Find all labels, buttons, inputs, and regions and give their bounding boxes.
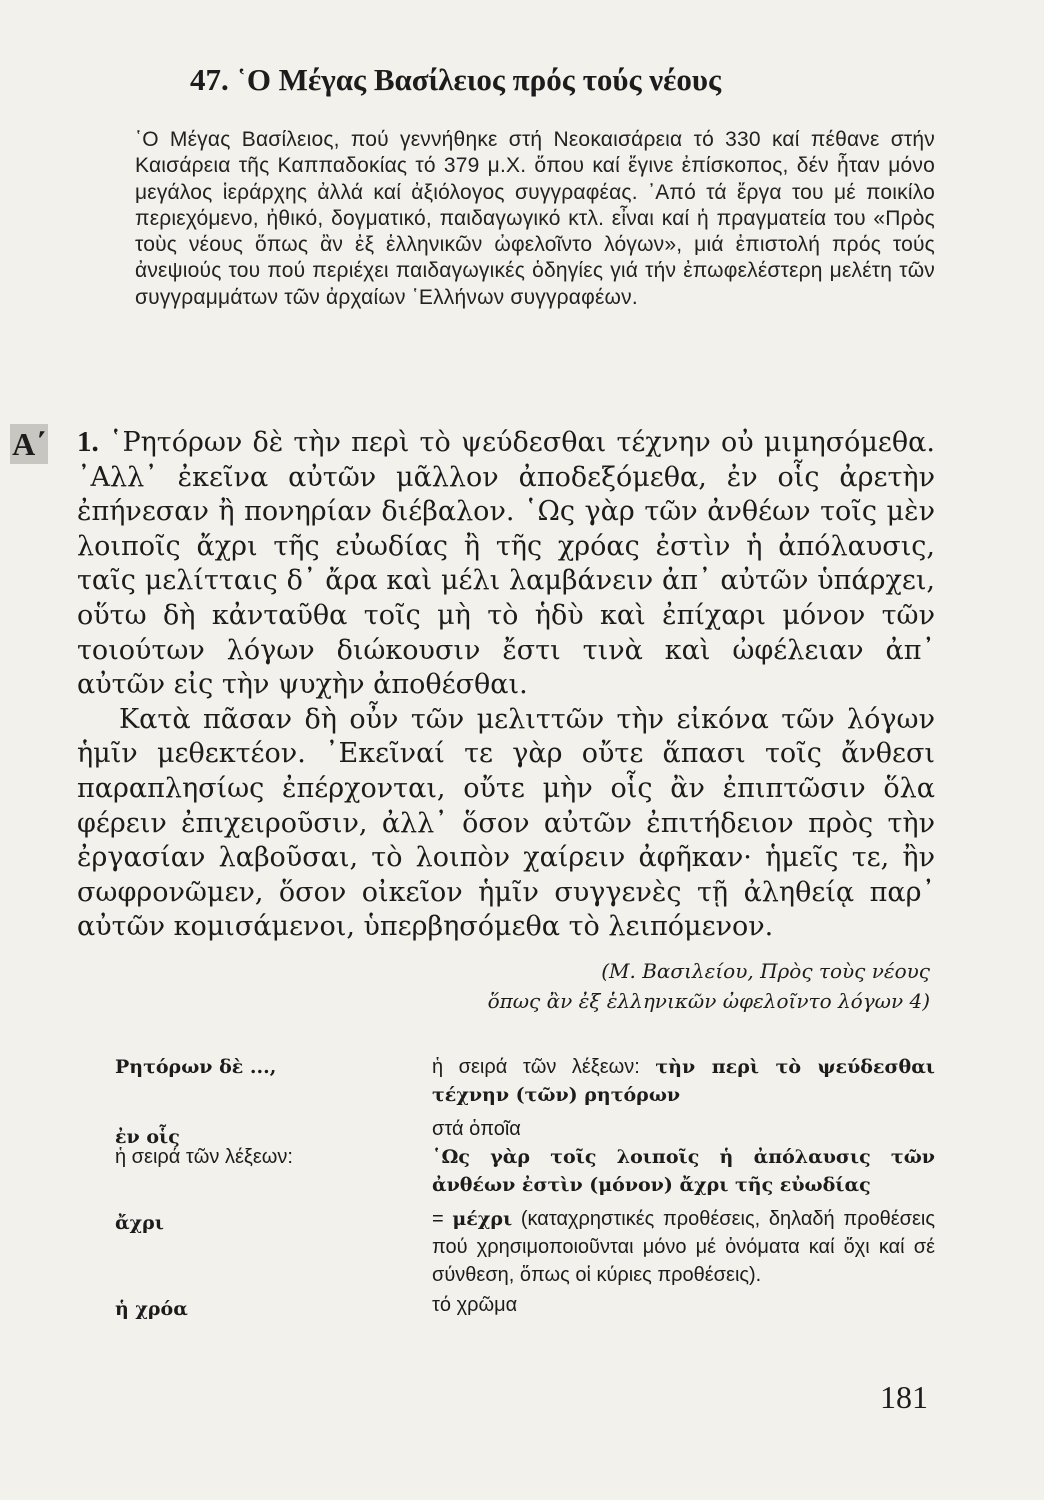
glossary-definition: = μέχρι (καταχρηστικές προθέσεις, δηλαδή προθέσεις πού χρησιμοποιοῦνται μόνο μέ ὀνόματα καί ὄχι καί σέ σύνθεση, ὅπως οἱ κύριες προθέσεις). (432, 1208, 935, 1286)
glossary-term: ἄχρι (115, 1212, 164, 1234)
glossary-entry (115, 1053, 945, 1109)
glossary-entry (115, 1205, 945, 1289)
source-line-1: (Μ. Βασιλείου, Πρὸς τοὺς νέους (601, 959, 930, 983)
glossary-entry (115, 1143, 945, 1199)
source-citation (430, 956, 930, 1016)
page-number: 181 (880, 1379, 928, 1415)
source-line-2: ὅπως ἂν ἐξ ἑλληνικῶν ὠφελοῖντο λόγων 4) (487, 989, 930, 1013)
ancient-text (77, 425, 935, 945)
glossary-term: ἡ χρόα (115, 1298, 188, 1320)
glossary-term: Ρητόρων δὲ ..., (115, 1056, 277, 1078)
glossary-term: ἡ σειρά τῶν λέξεων: (115, 1146, 293, 1168)
intro-paragraph: ῾Ο Μέγας Βασίλειος, πού γεννήθηκε στή Νεοκαισάρεια τό 330 καί πέθανε στήν Καισάρεια τῆς Καππαδοκίας τό 379 μ.Χ. ὅπου καί ἔγινε ἐπίσκοπος, δέν ἦταν μόνο μεγάλος ἱεράρχης ἀλλά καί ἀξιόλογος συγγραφέας. ᾿Από τά ἔργα του μέ ποικίλο περιεχόμενο, ἠθικό, δογματικό, παιδαγωγικό κτλ. εἶναι καί ἡ πραγματεία του «Πρὸς τοὺς νέους ὅπως ἂν ἐξ ἑλληνικῶν ὠφελοῖντο λόγων», μιά ἐπιστολή πρός τούς ἀνεψιούς του πού περιέχει παιδαγωγικές ὁδηγίες γιά τήν ἐπωφελέστερη μελέτη τῶν συγγραμμάτων τῶν ἀρχαίων ῾Ελλήνων συγγραφέων. (135, 128, 935, 309)
section-marker: Α΄ (10, 424, 48, 464)
chapter-title: 47. ῾Ο Μέγας Βασίλειος πρός τούς νέους (190, 62, 722, 97)
ancient-paragraph-1 (77, 425, 935, 703)
glossary (115, 1053, 945, 1319)
glossary-term: ἐν οἷς (115, 1126, 180, 1148)
glossary-entry (115, 1115, 945, 1148)
glossary-definition: ἡ σειρά τῶν λέξεων: τὴν περὶ τὸ ψεύδεσθαι τέχνην (τῶν) ρητόρων (432, 1056, 936, 1106)
glossary-entry (115, 1291, 945, 1319)
glossary-definition: ῾Ως γὰρ τοῖς λοιποῖς ἡ ἀπόλαυσις τῶν ἀνθέων ἐστὶν (μόνον) ἄχρι τῆς εὐωδίας (432, 1146, 935, 1196)
glossary-definition: τό χρῶμα (432, 1294, 518, 1316)
ancient-paragraph-1-text: ῾Ρητόρων δὲ τὴν περὶ τὸ ψεύδεσθαι τέχνην οὐ μιμησόμεθα. ᾿Αλλ᾿ ἐκεῖνα αὐτῶν μᾶλλον ἀποδεξόμεθα, ἐν οἷς ἀρετὴν ἐπήνεσαν ἢ πονηρίαν διέβαλον. ῾Ως γὰρ τῶν ἀνθέων τοῖς μὲν λοιποῖς ἄχρι τῆς εὐωδίας ἢ τῆς χρόας ἐστὶν ἡ ἀπόλαυσις, ταῖς μελίτταις δ᾿ ἄρα καὶ μέλι λαμβάνειν ἀπ᾿ αὐτῶν ὑπάρχει, οὕτω δὴ κἀνταῦθα τοῖς μὴ τὸ ἡδὺ καὶ ἐπίχαρι μόνον τῶν τοιούτων λόγων διώκουσιν ἔστι τινὰ καὶ ὠφέλειαν ἀπ᾿ αὐτῶν εἰς τὴν ψυχὴν ἀποθέσθαι. (77, 427, 935, 701)
glossary-definition: στά ὁποῖα (432, 1118, 521, 1140)
passage-number: 1. (77, 426, 99, 458)
ancient-paragraph-2: Κατὰ πᾶσαν δὴ οὖν τῶν μελιττῶν τὴν εἰκόνα τῶν λόγων ἡμῖν μεθεκτέον. ᾿Εκεῖναί τε γὰρ οὔτε ἅπασι τοῖς ἄνθεσι παραπλησίως ἐπέρχονται, οὔτε μὴν οἷς ἂν ἐπιπτῶσιν ὅλα φέρειν ἐπιχειροῦσιν, ἀλλ᾿ ὅσον αὐτῶν ἐπιτήδειον πρὸς τὴν ἐργασίαν λαβοῦσαι, τὸ λοιπὸν χαίρειν ἀφῆκαν· ἡμεῖς τε, ἢν σωφρονῶμεν, ὅσον οἰκεῖον ἡμῖν συγγενὲς τῇ ἀληθείᾳ παρ᾿ αὐτῶν κομισάμενοι, ὑπερβησόμεθα τὸ λειπόμενον. (77, 703, 935, 943)
